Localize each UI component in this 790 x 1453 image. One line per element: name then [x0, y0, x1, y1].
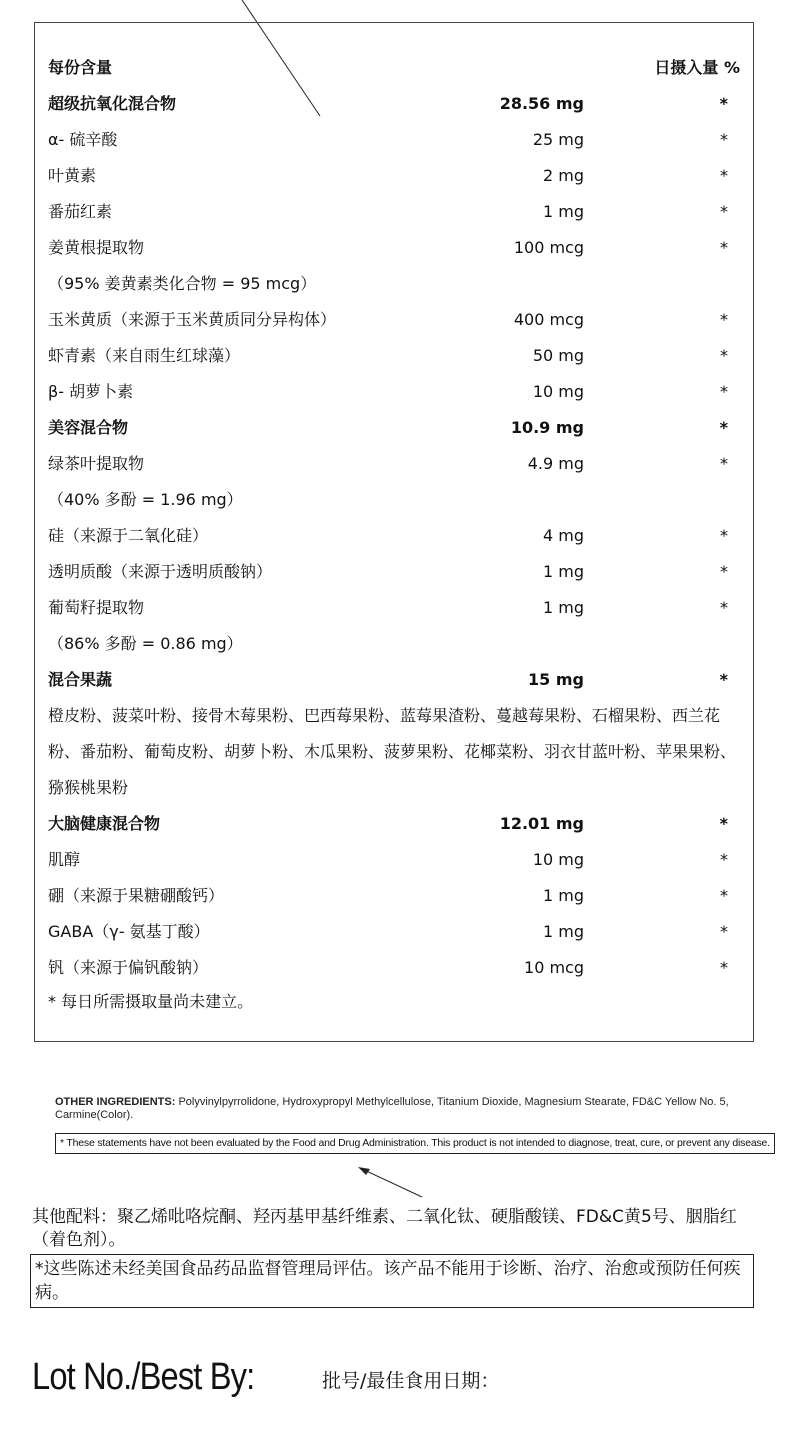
ingredient-name: （40% 多酚 = 1.96 mg）	[48, 490, 243, 509]
ingredient-name: 绿茶叶提取物	[48, 454, 145, 473]
ingredient-amount: 10 mg	[532, 382, 584, 401]
daily-value: *	[720, 202, 728, 221]
ingredient-row	[48, 482, 748, 518]
ingredient-amount: 15 mg	[528, 670, 584, 689]
lot-best-by-label: Lot No./Best By:	[32, 1356, 255, 1398]
ingredient-row	[48, 554, 748, 590]
ingredient-row	[48, 842, 748, 878]
ingredient-name: 虾青素（来自雨生红球藻）	[48, 346, 241, 365]
ingredient-amount: 50 mg	[532, 346, 584, 365]
ingredient-row	[48, 122, 748, 158]
facts-header	[48, 50, 748, 86]
footnote: * 每日所需摄取量尚未建立。	[48, 992, 254, 1011]
ingredient-name: 混合果蔬	[48, 670, 113, 689]
fda-disclaimer-cn: *这些陈述未经美国食品药品监督管理局评估。该产品不能用于诊断、治疗、治愈或预防任何疾病。	[30, 1254, 754, 1308]
ingredient-row	[48, 662, 748, 698]
ingredient-name: 橙皮粉、菠菜叶粉、接骨木莓果粉、巴西莓果粉、蓝莓果渣粉、蔓越莓果粉、石榴果粉、西兰花粉、番茄粉、葡萄皮粉、胡萝卜粉、木瓜果粉、菠萝果粉、花椰菜粉、羽衣甘蓝叶粉、苹果果粉、猕猴桃果粉	[48, 706, 737, 797]
daily-value: *	[720, 922, 728, 941]
ingredient-name: 超级抗氧化混合物	[48, 94, 177, 113]
ingredient-name: （86% 多酚 = 0.86 mg）	[48, 634, 243, 653]
ingredient-name: 玉米黄质（来源于玉米黄质同分异构体）	[48, 310, 337, 329]
ingredient-row	[48, 230, 748, 266]
ingredient-amount: 4 mg	[542, 526, 584, 545]
ingredient-amount: 100 mcg	[513, 238, 584, 257]
ingredient-row	[48, 158, 748, 194]
ingredient-name: 姜黄根提取物	[48, 238, 145, 257]
ingredient-name: 叶黄素	[48, 166, 97, 185]
ingredient-row	[48, 86, 748, 122]
ingredient-name: 钒（来源于偏钒酸钠）	[48, 958, 209, 977]
ingredient-amount: 4.9 mg	[527, 454, 584, 473]
ingredient-name: 番茄红素	[48, 202, 113, 221]
ingredient-list-paragraph	[48, 698, 744, 806]
ingredient-row	[48, 338, 748, 374]
ingredient-name: α- 硫辛酸	[48, 130, 118, 149]
fda-disclaimer-en: * These statements have not been evaluated by the Food and Drug Administration. This product is not intended to diagnose, treat, cure, or prevent any disease.	[55, 1133, 775, 1154]
ingredient-row	[48, 194, 748, 230]
ingredient-amount: 12.01 mg	[499, 814, 584, 833]
daily-value: *	[720, 454, 728, 473]
ingredient-row	[48, 626, 748, 662]
other-ingredients-cn: 其他配料：聚乙烯吡咯烷酮、羟丙基甲基纤维素、二氧化钛、硬脂酸镁、FD&C黄5号、胭脂红（着色剂）。	[32, 1207, 737, 1250]
lot-best-by-label-cn: 批号/最佳食用日期：	[322, 1370, 500, 1392]
ingredient-row	[48, 518, 748, 554]
ingredient-amount: 400 mcg	[513, 310, 584, 329]
ingredient-name: 透明质酸（来源于透明质酸钠）	[48, 562, 273, 581]
ingredient-name: 硼（来源于果糖硼酸钙）	[48, 886, 225, 905]
ingredient-name: GABA（γ- 氨基丁酸）	[48, 922, 210, 941]
ingredient-amount: 10 mg	[532, 850, 584, 869]
ingredient-row	[48, 878, 748, 914]
ingredient-name: 葡萄籽提取物	[48, 598, 145, 617]
serving-label: 每份含量	[48, 58, 113, 77]
other-ingredients-label: OTHER INGREDIENTS:	[55, 1096, 176, 1108]
daily-value: *	[720, 850, 728, 869]
ingredient-amount: 28.56 mg	[499, 94, 584, 113]
ingredient-row	[48, 914, 748, 950]
daily-value: *	[720, 166, 728, 185]
ingredient-amount: 1 mg	[542, 886, 584, 905]
daily-value: *	[720, 886, 728, 905]
ingredient-amount: 2 mg	[542, 166, 584, 185]
other-ingredients-en	[55, 1096, 745, 1122]
ingredient-name: 硅（来源于二氧化硅）	[48, 526, 209, 545]
daily-value: *	[720, 382, 728, 401]
annotation-line-bottom	[360, 1168, 422, 1197]
ingredient-row	[48, 950, 748, 986]
ingredient-row	[48, 590, 748, 626]
daily-value: *	[720, 526, 728, 545]
ingredient-amount: 1 mg	[542, 562, 584, 581]
daily-value-label: 日摄入量 %	[654, 58, 740, 77]
daily-value: *	[719, 670, 728, 689]
daily-value: *	[719, 814, 728, 833]
ingredient-name: 大脑健康混合物	[48, 814, 161, 833]
daily-value: *	[720, 130, 728, 149]
ingredient-name: 美容混合物	[48, 418, 129, 437]
other-ingredients-text: Polyvinylpyrrolidone, Hydroxypropyl Methylcellulose, Titanium Dioxide, Magnesium Stearate, FD&C Yellow No. 5, Carmine(Color).	[55, 1096, 729, 1121]
ingredient-amount: 1 mg	[542, 598, 584, 617]
daily-value: *	[720, 346, 728, 365]
ingredient-amount: 1 mg	[542, 922, 584, 941]
ingredient-row	[48, 374, 748, 410]
supplement-facts-panel	[34, 22, 754, 1042]
ingredient-row	[48, 806, 748, 842]
ingredient-amount: 25 mg	[532, 130, 584, 149]
ingredient-amount: 10.9 mg	[510, 418, 584, 437]
daily-value: *	[720, 562, 728, 581]
daily-value: *	[720, 238, 728, 257]
daily-value: *	[720, 598, 728, 617]
ingredient-amount: 1 mg	[542, 202, 584, 221]
ingredient-amount: 10 mcg	[524, 958, 584, 977]
daily-value: *	[719, 418, 728, 437]
daily-value: *	[720, 310, 728, 329]
ingredient-name: 肌醇	[48, 850, 81, 869]
daily-value: *	[719, 94, 728, 113]
ingredient-row	[48, 446, 748, 482]
ingredient-name: （95% 姜黄素类化合物 = 95 mcg）	[48, 274, 317, 293]
ingredient-row	[48, 410, 748, 446]
ingredient-name: β- 胡萝卜素	[48, 382, 134, 401]
ingredient-row	[48, 266, 748, 302]
daily-value: *	[720, 958, 728, 977]
annotation-arrowhead	[358, 1167, 370, 1175]
ingredient-row	[48, 302, 748, 338]
